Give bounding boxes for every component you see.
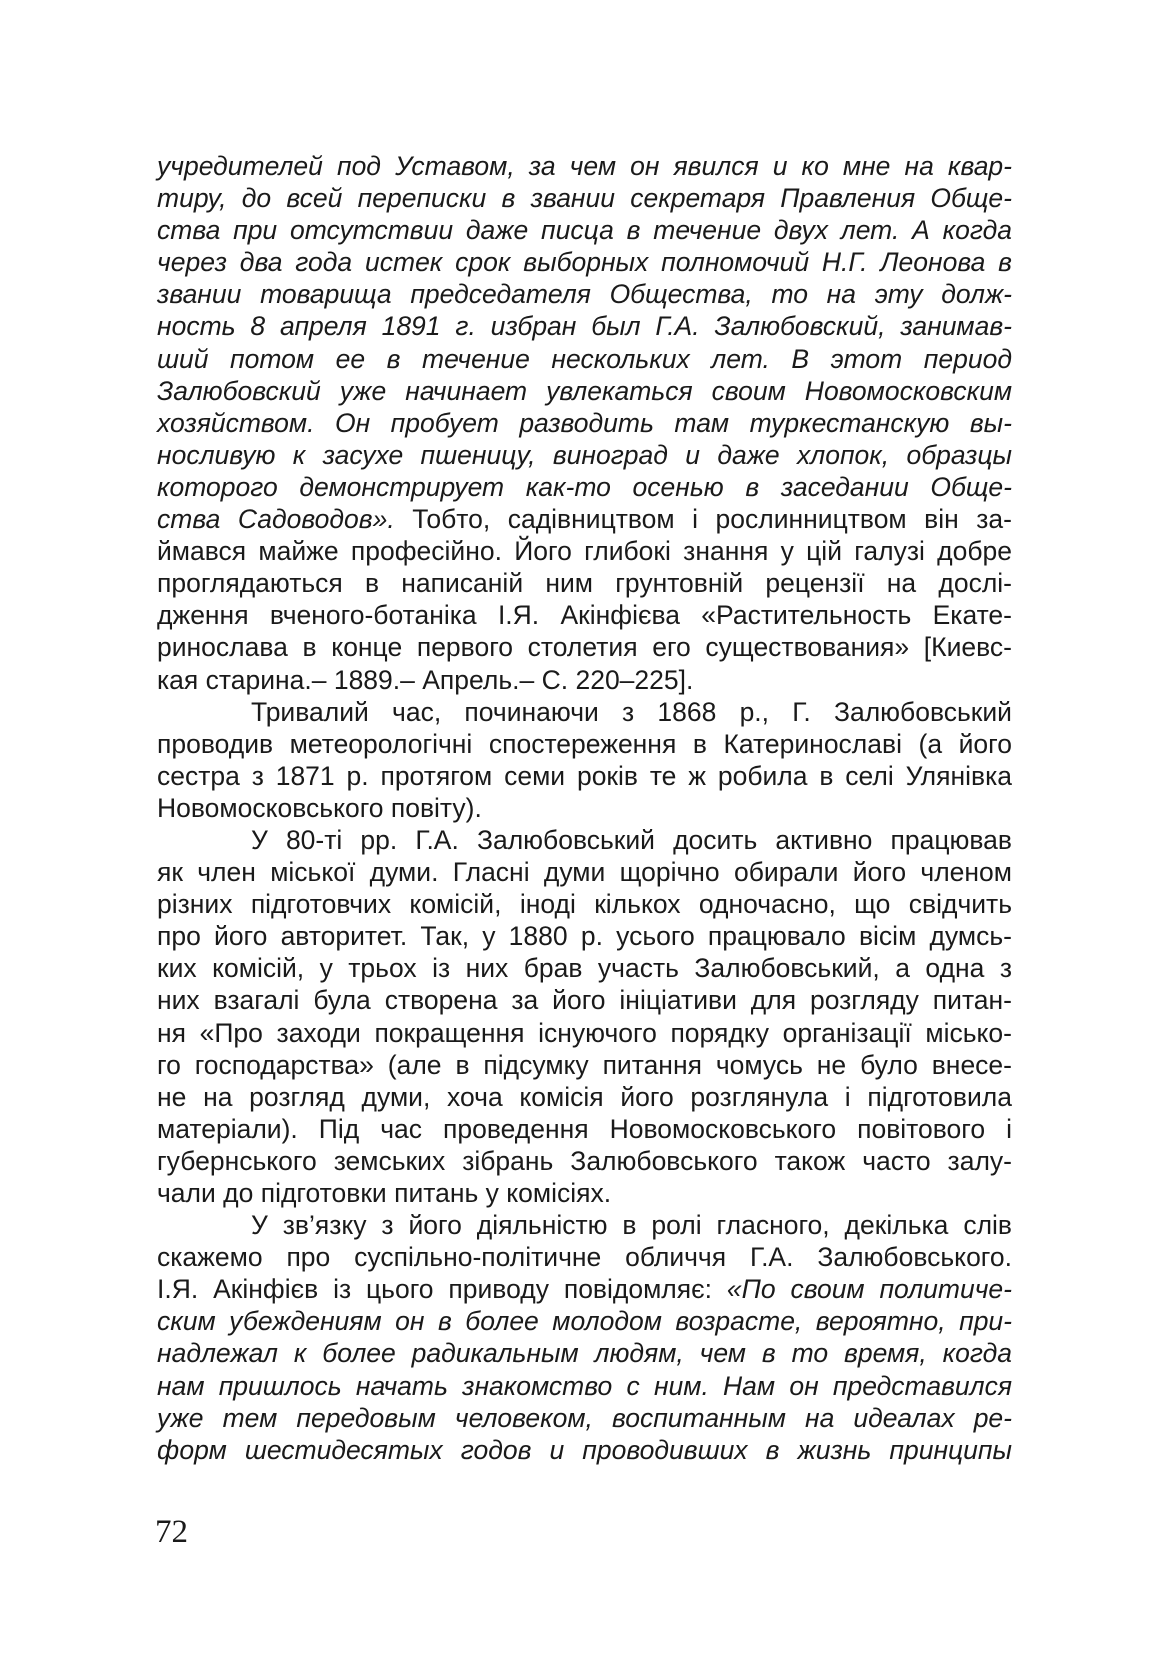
italic-quote-text: форм шестидесятых годов и проводивших в жизнь принципы xyxy=(157,1434,1012,1465)
body-text: матеріали). Під час проведення Новомосковського повітового і xyxy=(157,1113,1012,1144)
text-line xyxy=(157,214,1012,246)
body-text: сестра з 1871 р. протягом семи років те ж робила в селі Улянівка xyxy=(157,760,1012,791)
text-line xyxy=(157,1049,1012,1081)
body-text: дження вченого-ботаніка І.Я. Акінфієва «Растительность Екате- xyxy=(157,600,1012,631)
body-text: різних підготовчих комісій, іноді кількох одночасно, що свідчить xyxy=(157,889,1012,920)
text-line xyxy=(157,567,1012,599)
italic-quote-text: ший потом ее в течение нескольких лет. В этот период xyxy=(157,343,1012,374)
text-line xyxy=(157,856,1012,888)
italic-quote-text: хозяйством. Он пробует разводить там туркестанскую вы- xyxy=(157,407,1012,438)
text-line xyxy=(157,246,1012,278)
body-text: кая старина.– 1889.– Апрель.– С. 220–225]. xyxy=(157,664,694,695)
text-line xyxy=(157,310,1012,342)
text-line xyxy=(157,1209,1012,1241)
text-line xyxy=(157,1305,1012,1337)
text-line xyxy=(157,471,1012,503)
italic-quote-text: надлежал к более радикальным людям, чем в то время, когда xyxy=(157,1338,1012,1369)
text-line xyxy=(157,824,1012,856)
text-line xyxy=(157,631,1012,663)
body-text: ймався майже професійно. Його глибокі знання у цій галузі добре xyxy=(157,536,1012,567)
italic-quote-text: Залюбовский уже начинает увлекаться своим Новомосковским xyxy=(157,375,1012,406)
italic-quote-text: тиру, до всей переписки в звании секретаря Правления Обще- xyxy=(157,183,1012,214)
text-line xyxy=(157,375,1012,407)
text-line xyxy=(157,343,1012,375)
text-line xyxy=(157,1081,1012,1113)
text-line xyxy=(157,503,1012,535)
body-text: як член міської думи. Гласні думи щорічно обирали його членом xyxy=(157,857,1012,888)
italic-quote-text: ства Садоводов». xyxy=(157,504,395,535)
body-text: проглядаються в написаній ним грунтовній рецензії на дослі- xyxy=(157,568,1012,599)
body-text: Тривалий час, починаючи з 1868 р., Г. Залюбовський xyxy=(251,696,1012,727)
body-text: Тобто, садівництвом і рослинництвом він за- xyxy=(394,504,1012,535)
body-text: У зв’язку з його діяльністю в ролі гласного, декілька слів xyxy=(251,1210,1012,1241)
italic-quote-text: учредителей под Уставом, за чем он явился и ко мне на квар- xyxy=(157,151,1012,181)
text-line xyxy=(157,696,1012,728)
text-line xyxy=(157,278,1012,310)
text-line xyxy=(157,1177,1012,1209)
text-line xyxy=(157,1273,1012,1305)
text-line xyxy=(157,792,1012,824)
body-text: Новомосковського повіту). xyxy=(157,792,482,823)
paragraph xyxy=(157,824,1012,1209)
text-line xyxy=(157,407,1012,439)
body-text: ня «Про заходи покращення існуючого порядку організації місько- xyxy=(157,1017,1012,1048)
text-line xyxy=(157,1434,1012,1466)
text-line xyxy=(157,182,1012,214)
text-line xyxy=(157,1241,1012,1273)
text-line xyxy=(157,888,1012,920)
text-line xyxy=(157,920,1012,952)
text-line xyxy=(157,439,1012,471)
body-text: них взагалі була створена за його ініціативи для розгляду питан- xyxy=(157,985,1012,1016)
paragraph xyxy=(157,1209,1012,1466)
text-line xyxy=(157,599,1012,631)
italic-quote-text: уже тем передовым человеком, воспитанным на идеалах ре- xyxy=(157,1402,1012,1433)
text-line xyxy=(157,728,1012,760)
text-line xyxy=(157,664,1012,696)
body-text: го господарства» (але в підсумку питання чомусь не було внесе- xyxy=(157,1049,1012,1080)
body-text: ких комісій, у трьох із них брав участь Залюбовський, а одна з xyxy=(157,953,1012,984)
body-text: губернського земських зібрань Залюбовського також часто залу- xyxy=(157,1145,1012,1176)
body-text: проводив метеорологічні спостереження в Катеринославі (а його xyxy=(157,728,1012,759)
italic-quote-text: ства при отсутствии даже писца в течение двух лет. А когда xyxy=(157,215,1012,246)
body-text: чали до підготовки питань у комісіях. xyxy=(157,1178,612,1208)
paragraph xyxy=(157,696,1012,824)
italic-quote-text: через два года истек срок выборных полномочий Н.Г. Леонова в xyxy=(157,247,1012,278)
body-text: У 80-ті рр. Г.А. Залюбовський досить активно працював xyxy=(251,824,1012,855)
page-body-text xyxy=(157,150,1012,1466)
italic-quote-text: ность 8 апреля 1891 г. избран был Г.А. Залюбовский, занимав- xyxy=(157,311,1012,342)
text-line xyxy=(157,1402,1012,1434)
italic-quote-text: которого демонстрирует как-то осенью в заседании Обще- xyxy=(157,471,1012,502)
body-text: скажемо про суспільно-політичне обличчя Г.А. Залюбовського. xyxy=(157,1242,1012,1273)
text-line xyxy=(157,150,1012,182)
text-line xyxy=(157,952,1012,984)
italic-quote-text: «По своим политиче- xyxy=(726,1274,1012,1305)
italic-quote-text: нам пришлось начать знакомство с ним. Нам он представился xyxy=(157,1370,1012,1401)
italic-quote-text: ским убеждениям он в более молодом возрасте, вероятно, при- xyxy=(157,1306,1012,1337)
text-line xyxy=(157,535,1012,567)
body-text: не на розгляд думи, хоча комісія його розглянула і підготовила xyxy=(157,1081,1012,1112)
text-line xyxy=(157,1337,1012,1369)
text-line xyxy=(157,1017,1012,1049)
text-line xyxy=(157,1145,1012,1177)
italic-quote-text: звании товарища председателя Общества, то на эту долж- xyxy=(157,279,1012,310)
body-text: І.Я. Акінфієв із цього приводу повідомляє: xyxy=(157,1274,727,1305)
page-number: 72 xyxy=(155,1514,188,1550)
paragraph xyxy=(157,150,1012,696)
body-text: ринослава в конце первого столетия его существования» [Киевс- xyxy=(157,632,1012,663)
italic-quote-text: носливую к засухе пшеницу, виноград и даже хлопок, образцы xyxy=(157,439,1012,470)
text-line xyxy=(157,760,1012,792)
text-line xyxy=(157,984,1012,1016)
text-line xyxy=(157,1370,1012,1402)
body-text: про його авторитет. Так, у 1880 р. усього працювало вісім думсь- xyxy=(157,921,1012,952)
text-line xyxy=(157,1113,1012,1145)
